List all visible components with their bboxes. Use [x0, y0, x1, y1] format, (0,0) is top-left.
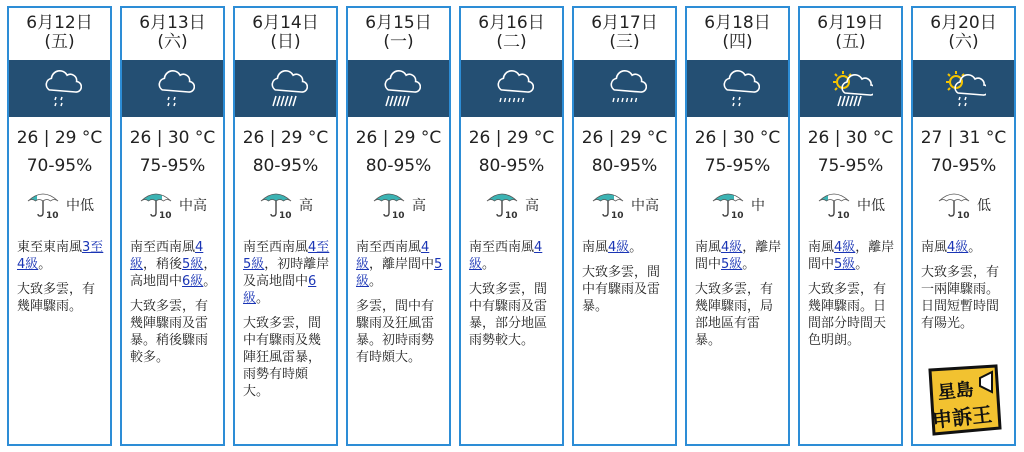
wind-forecast [130, 239, 217, 290]
sun-cloud-rain-icon [829, 67, 873, 111]
rain-probability-label: 中低 [857, 198, 885, 214]
wind-force-link[interactable]: 6級 [182, 274, 204, 289]
svg-text:星島: 星島 [936, 379, 975, 404]
umbrella-icon [25, 185, 61, 225]
wind-text: ，離岸間中 [808, 240, 895, 272]
wind-forecast [356, 239, 443, 290]
svg-text:10: 10 [392, 211, 405, 221]
forecast-description [348, 239, 449, 366]
weather-icon-band [122, 60, 223, 117]
wind-text: 南風 [582, 240, 609, 255]
weather-summary: 大致多雲，有一兩陣驟雨。日間短暫時間有陽光。 [921, 265, 1000, 331]
temperature-range: 26 | 29 °C [581, 128, 668, 148]
weather-summary: 大致多雲，有幾陣驟雨及雷暴。稍後驟雨較多。 [130, 299, 209, 365]
rain-probability-label: 中 [751, 198, 765, 214]
rain-probability [710, 187, 765, 223]
wind-text: 南至西南風 [130, 240, 196, 255]
cloud-heavy-rain-icon [377, 67, 421, 111]
forecast-date: 6月12日 [26, 13, 93, 33]
wind-text: 南至西南風 [356, 240, 422, 255]
forecast-day-card [459, 6, 564, 446]
wind-forecast [921, 239, 1008, 256]
wind-text: 南至西南風 [243, 240, 309, 255]
weather-summary: 大致多雲，間中有驟雨及雷暴，部分地區雨勢較大。 [469, 282, 548, 348]
wind-force-link[interactable]: 4級 [947, 240, 969, 255]
wind-text: 南風 [808, 240, 835, 255]
cloud-showers-icon [603, 67, 647, 111]
forecast-day-card [7, 6, 112, 446]
rain-probability [590, 187, 659, 223]
weather-icon-band [687, 60, 788, 117]
rain-probability [816, 187, 885, 223]
weather-icon-band [461, 60, 562, 117]
cloud-light-rain-icon [151, 67, 195, 111]
forecast-weekday: (三) [609, 32, 640, 52]
wind-forecast [243, 239, 330, 307]
forecast-description [800, 239, 901, 349]
weather-summary: 多雲，間中有驟雨及狂風雷暴。初時雨勢有時頗大。 [356, 299, 435, 365]
rain-probability-label: 中低 [66, 198, 94, 214]
umbrella-icon [710, 185, 746, 225]
forecast-strip [7, 6, 1019, 450]
wind-text: 東至東南風 [17, 240, 83, 255]
forecast-date: 6月14日 [252, 13, 319, 33]
forecast-day-card [233, 6, 338, 446]
svg-text:10: 10 [279, 211, 292, 221]
wind-text: ，離岸間中 [369, 257, 435, 272]
wind-force-link[interactable]: 4級 [721, 240, 743, 255]
wind-text: 南風 [921, 240, 948, 255]
sun-cloud-light-rain-icon [942, 67, 986, 111]
wind-text: 。 [968, 240, 982, 255]
relative-humidity: 80-95% [365, 156, 432, 176]
wind-text: 。 [256, 291, 270, 306]
wind-text: 。 [203, 274, 217, 289]
cloud-showers-icon [490, 67, 534, 111]
rain-probability-label: 中高 [631, 198, 659, 214]
forecast-date: 6月16日 [478, 13, 545, 33]
cloud-light-rain-icon [38, 67, 82, 111]
wind-force-link[interactable]: 4級 [130, 240, 204, 272]
relative-humidity: 80-95% [252, 156, 319, 176]
wind-force-link[interactable]: 5級 [721, 257, 743, 272]
wind-force-link[interactable]: 4級 [834, 240, 856, 255]
forecast-day-card [120, 6, 225, 446]
forecast-description [9, 239, 110, 315]
rain-probability [371, 187, 426, 223]
forecast-date: 6月20日 [930, 13, 997, 33]
rain-probability-label: 高 [299, 198, 313, 214]
rain-probability-label: 高 [525, 198, 539, 214]
wind-forecast [695, 239, 782, 273]
forecast-weekday: (五) [835, 32, 866, 52]
forecast-day-card [685, 6, 790, 446]
relative-humidity: 70-95% [930, 156, 997, 176]
wind-force-link[interactable]: 5級 [356, 257, 443, 289]
rain-probability-label: 低 [977, 198, 991, 214]
forecast-description [913, 239, 1014, 332]
wind-text: ，離岸間中 [695, 240, 782, 272]
forecast-date: 6月15日 [365, 13, 432, 33]
svg-text:10: 10 [731, 211, 744, 221]
svg-text:申訴王: 申訴王 [931, 402, 994, 433]
weather-icon-band [9, 60, 110, 117]
wind-text: 南風 [695, 240, 722, 255]
wind-force-link[interactable]: 4級 [469, 240, 543, 272]
umbrella-icon [138, 185, 174, 225]
svg-text:10: 10 [505, 211, 518, 221]
forecast-weekday: (五) [44, 32, 75, 52]
wind-forecast [582, 239, 669, 256]
forecast-description [461, 239, 562, 349]
rain-probability-label: 高 [412, 198, 426, 214]
forecast-description [574, 239, 675, 315]
rain-probability [25, 187, 94, 223]
brand-logo [926, 364, 1002, 436]
umbrella-icon [590, 185, 626, 225]
wind-text: ，稍後 [143, 257, 183, 272]
weather-icon-band [913, 60, 1014, 117]
relative-humidity: 75-95% [139, 156, 206, 176]
wind-text: ，高地間中 [130, 257, 217, 289]
forecast-weekday: (一) [383, 32, 414, 52]
umbrella-icon [258, 185, 294, 225]
wind-force-link[interactable]: 3至4級 [17, 240, 104, 272]
cloud-light-rain-icon [716, 67, 760, 111]
wind-force-link[interactable]: 6級 [243, 274, 317, 306]
forecast-day-card [572, 6, 677, 446]
temperature-range: 26 | 30 °C [807, 128, 894, 148]
wind-text: 南至西南風 [469, 240, 535, 255]
temperature-range: 26 | 30 °C [694, 128, 781, 148]
rain-probability [936, 187, 991, 223]
relative-humidity: 80-95% [478, 156, 545, 176]
forecast-date: 6月19日 [817, 13, 884, 33]
rain-probability-label: 中高 [179, 198, 207, 214]
umbrella-icon [816, 185, 852, 225]
wind-text: 。 [629, 240, 643, 255]
temperature-range: 26 | 29 °C [16, 128, 103, 148]
svg-text:10: 10 [957, 211, 970, 221]
weather-icon-band [574, 60, 675, 117]
temperature-range: 26 | 29 °C [468, 128, 555, 148]
weather-summary: 大致多雲，有幾陣驟雨。日間部分時間天色明朗。 [808, 282, 887, 348]
wind-force-link[interactable]: 4至5級 [243, 240, 330, 272]
relative-humidity: 80-95% [591, 156, 658, 176]
wind-force-link[interactable]: 5級 [182, 257, 204, 272]
svg-text:10: 10 [46, 211, 59, 221]
forecast-date: 6月13日 [139, 13, 206, 33]
cloud-heavy-rain-icon [264, 67, 308, 111]
weather-icon-band [235, 60, 336, 117]
forecast-description [122, 239, 223, 366]
svg-text:10: 10 [837, 211, 850, 221]
rain-probability [138, 187, 207, 223]
wind-force-link[interactable]: 5級 [834, 257, 856, 272]
wind-text: 。 [482, 257, 496, 272]
temperature-range: 26 | 29 °C [355, 128, 442, 148]
rain-probability [258, 187, 313, 223]
umbrella-icon [936, 185, 972, 225]
weather-summary: 大致多雲，間中有驟雨及雷暴。 [582, 265, 661, 314]
wind-forecast [469, 239, 556, 273]
umbrella-icon [484, 185, 520, 225]
umbrella-icon [371, 185, 407, 225]
forecast-description [235, 239, 336, 400]
wind-forecast [808, 239, 895, 273]
temperature-range: 26 | 30 °C [129, 128, 216, 148]
weather-summary: 大致多雲，間中有驟雨及幾陣狂風雷暴，雨勢有時頗大。 [243, 316, 322, 399]
svg-text:10: 10 [611, 211, 624, 221]
wind-forecast [17, 239, 104, 273]
wind-force-link[interactable]: 4級 [608, 240, 630, 255]
forecast-date: 6月17日 [591, 13, 658, 33]
relative-humidity: 75-95% [817, 156, 884, 176]
relative-humidity: 70-95% [26, 156, 93, 176]
forecast-weekday: (六) [157, 32, 188, 52]
temperature-range: 27 | 31 °C [920, 128, 1007, 148]
forecast-weekday: (六) [948, 32, 979, 52]
weather-summary: 大致多雲，有幾陣驟雨，局部地區有雷暴。 [695, 282, 774, 348]
rain-probability [484, 187, 539, 223]
wind-text: 。 [742, 257, 756, 272]
wind-force-link[interactable]: 4級 [356, 240, 430, 272]
temperature-range: 26 | 29 °C [242, 128, 329, 148]
wind-text: 。 [855, 257, 869, 272]
forecast-description [687, 239, 788, 349]
forecast-weekday: (二) [496, 32, 527, 52]
forecast-date: 6月18日 [704, 13, 771, 33]
wind-text: 。 [38, 257, 52, 272]
wind-text: ，初時離岸及高地間中 [243, 257, 330, 289]
weather-summary: 大致多雲，有幾陣驟雨。 [17, 282, 96, 314]
relative-humidity: 75-95% [704, 156, 771, 176]
weather-icon-band [800, 60, 901, 117]
weather-icon-band [348, 60, 449, 117]
forecast-day-card [346, 6, 451, 446]
forecast-day-card [798, 6, 903, 446]
svg-text:10: 10 [159, 211, 172, 221]
forecast-weekday: (日) [270, 32, 301, 52]
forecast-weekday: (四) [722, 32, 753, 52]
wind-text: 。 [369, 274, 383, 289]
